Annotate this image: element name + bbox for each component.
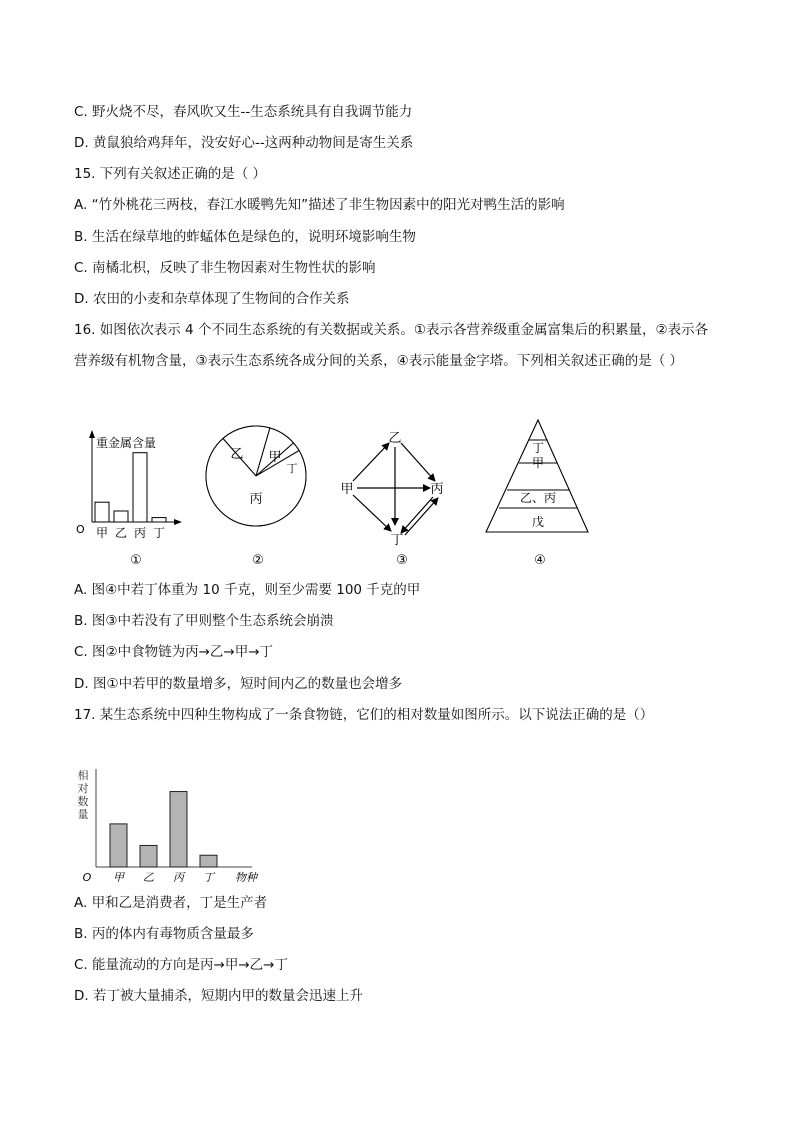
q15-option-c: C. 南橘北枳，反映了非生物因素对生物性状的影响 <box>74 260 376 276</box>
q17-x-label: 物种 <box>235 871 257 884</box>
fig3-node-jia: 甲 <box>340 482 354 497</box>
q17-y-label-char-0: 相 <box>77 769 89 782</box>
fig2-label-jia: 甲 <box>268 450 282 465</box>
fig1-bar-3 <box>152 518 166 522</box>
q17-x-tick-0: 甲 <box>113 871 124 884</box>
fig1-bar-0 <box>95 502 109 522</box>
fig2-label-bing: 丙 <box>249 492 263 507</box>
fig2-label-ding: 丁 <box>286 462 298 475</box>
q17-option-d: D. 若丁被大量捕杀，短期内甲的数量会迅速上升 <box>74 988 363 1004</box>
fig1-x-tick-3: 丁 <box>152 526 166 540</box>
fig4-level-yi-bing: 乙、丙 <box>519 491 557 505</box>
q16-option-d: D. 图①中若甲的数量增多，短时间内乙的数量也会增多 <box>74 676 403 692</box>
q15-option-a: A. “竹外桃花三两枝，春江水暖鸭先知”描述了非生物因素中的阳光对鸭生活的影响 <box>74 197 565 213</box>
fig4-level-jia: 甲 <box>531 456 545 470</box>
q17-x-tick-2: 丙 <box>173 871 184 884</box>
q17-bar-1 <box>140 845 157 867</box>
q17-option-c: C. 能量流动的方向是丙→甲→乙→丁 <box>74 957 288 973</box>
q17-y-label-char-1: 对 <box>77 782 89 795</box>
q16-stem-line1: 16. 如图依次表示 4 个不同生态系统的有关数据或关系。①表示各营养级重金属富集后的积累量，②表示各 <box>74 322 709 338</box>
q17-figure-bar-chart <box>72 765 294 885</box>
q17-x-tick-3: 丁 <box>203 871 214 884</box>
fig1-x-arrow <box>174 519 182 525</box>
q16-stem-line2: 营养级有机物含量，③表示生态系统各成分间的关系，④表示能量金字塔。下列相关叙述正确的是（ ） <box>74 353 683 369</box>
fig3-arrow-ding-to-bing <box>405 498 438 535</box>
q16-figure-4-energy-pyramid <box>480 416 600 570</box>
q15-stem: 15. 下列有关叙述正确的是（ ） <box>74 166 267 182</box>
q16-figure-2-pie-chart <box>200 418 316 570</box>
fig1-bar-1 <box>114 511 128 522</box>
fig4-level-wu: 戊 <box>531 515 545 529</box>
fig3-node-yi: 乙 <box>388 431 402 446</box>
fig3-arrow-jia-to-ding <box>353 495 391 531</box>
fig1-origin-label: O <box>76 523 85 536</box>
q17-option-b: B. 丙的体内有毒物质含量最多 <box>74 926 254 942</box>
fig2-label-yi: 乙 <box>230 447 244 462</box>
q15-option-d: D. 农田的小麦和杂草体现了生物间的合作关系 <box>74 291 350 307</box>
fig1-y-arrow <box>89 430 95 438</box>
fig4-caption: ④ <box>534 553 546 568</box>
q16-option-b: B. 图③中若没有了甲则整个生态系统会崩溃 <box>74 613 334 629</box>
q17-y-label-char-2: 数 <box>77 795 89 808</box>
q16-option-c: C. 图②中食物链为丙→乙→甲→丁 <box>74 644 274 660</box>
q17-y-label-char-3: 量 <box>77 808 89 821</box>
fig4-level-ding: 丁 <box>531 441 545 455</box>
fig3-arrow-bing-to-ding <box>401 497 433 533</box>
fig3-node-ding: 丁 <box>390 533 404 548</box>
fig1-x-tick-2: 丙 <box>133 526 147 540</box>
q14-option-c: C. 野火烧不尽，春风吹又生--生态系统具有自我调节能力 <box>74 104 413 120</box>
q15-option-b: B. 生活在绿草地的蚱蜢体色是绿色的，说明环境影响生物 <box>74 229 416 245</box>
q17-x-tick-1: 乙 <box>143 871 154 884</box>
q17-stem: 17. 某生态系统中四种生物构成了一条食物链，它们的相对数量如图所示。以下说法正确的是（） <box>74 707 654 723</box>
fig3-caption: ③ <box>396 553 408 568</box>
fig1-caption: ① <box>130 553 142 568</box>
fig1-x-tick-1: 乙 <box>114 526 128 540</box>
q17-bar-0 <box>110 824 127 867</box>
q16-option-a: A. 图④中若丁体重为 10 千克，则至少需要 100 千克的甲 <box>74 582 421 598</box>
q17-bar-2 <box>170 792 187 867</box>
fig1-x-tick-0: 甲 <box>95 526 109 540</box>
q17-bar-3 <box>200 855 217 867</box>
q17-origin-label: O <box>82 871 92 884</box>
fig3-arrow-yi-to-bing <box>401 443 435 481</box>
q14-option-d: D. 黄鼠狼给鸡拜年，没安好心--这两种动物间是寄生关系 <box>74 135 414 151</box>
q16-figure-3-relationship-diagram <box>335 425 455 570</box>
q17-option-a: A. 甲和乙是消费者，丁是生产者 <box>74 895 268 911</box>
fig3-arrow-jia-to-yi <box>353 443 389 481</box>
fig2-caption: ② <box>252 553 264 568</box>
fig1-bar-2 <box>133 453 147 522</box>
fig1-y-label: 重金属含量 <box>96 436 157 450</box>
q16-figure-1-bar-chart <box>70 422 190 570</box>
fig3-node-bing: 丙 <box>430 482 444 497</box>
